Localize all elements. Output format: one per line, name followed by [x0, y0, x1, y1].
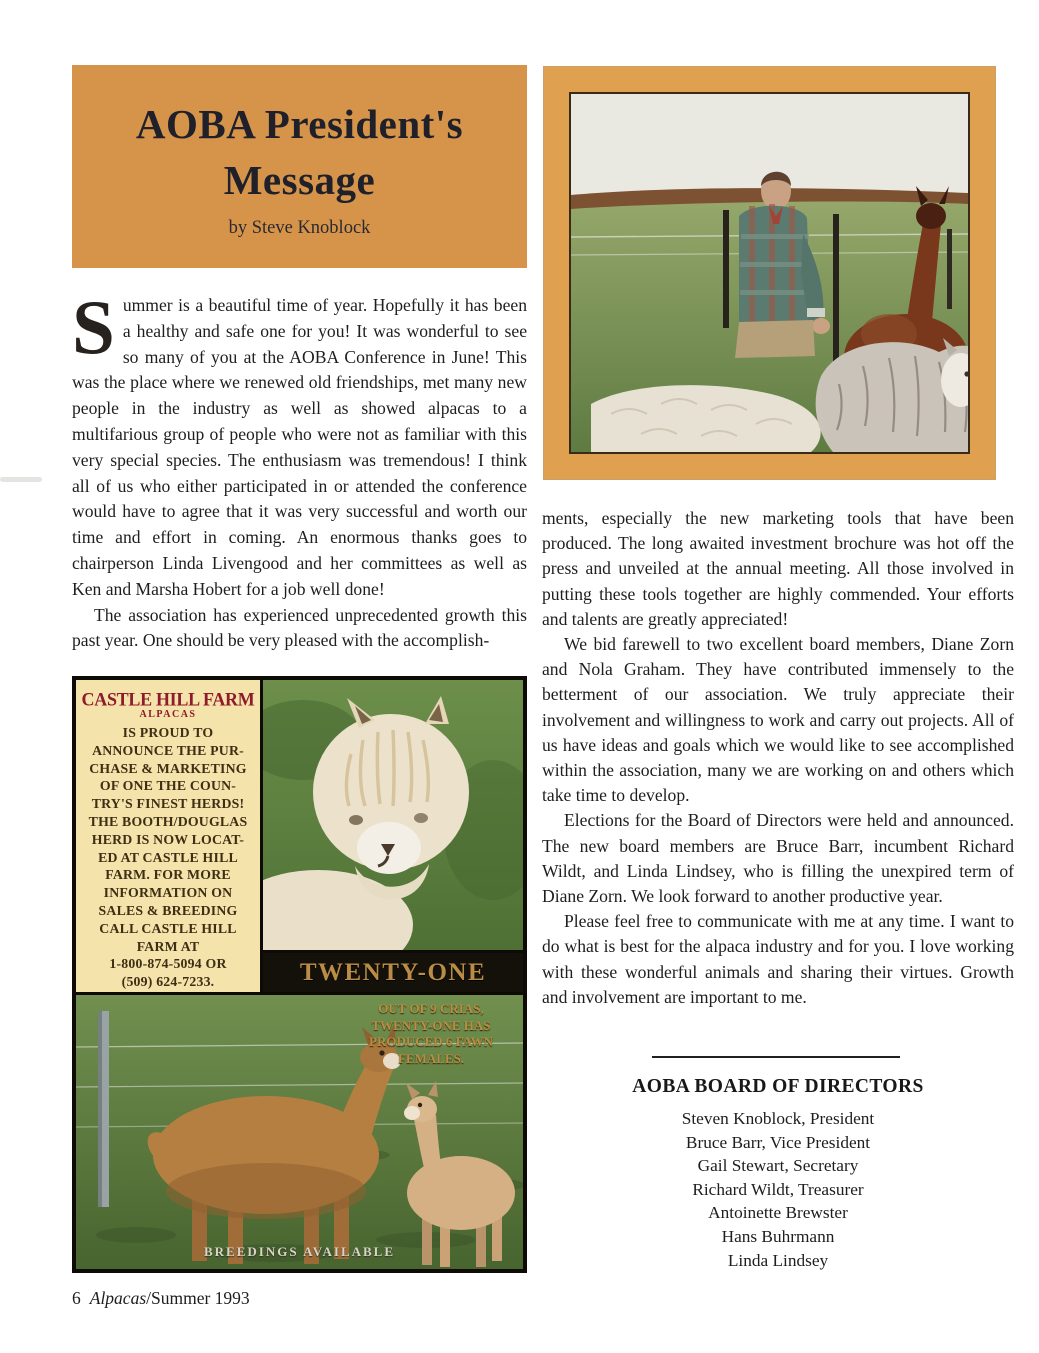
paragraph: Please feel free to communicate with me at any time. I want to do what is best for the alpaca industry and for you. I love working with these wonderful animals and sharing their virtues. Growth and involvement are important to me. [542, 911, 1014, 1007]
article-title-line2: Message [223, 157, 376, 203]
ad-text-line: ANNOUNCE THE PUR- [92, 742, 244, 758]
board-member: Antoinette Brewster [708, 1203, 848, 1223]
ad-overlay-text [347, 1001, 515, 1067]
board-member: Hans Buhrmann [721, 1226, 835, 1246]
paragraph: We bid farewell to two excellent board members, Diane Zorn and Nola Graham. They have contributed immensely to the betterment of our association. We truly appreciate their involvement and willingness to work and carry out projects. All of us have ideas and goals which we would like to see accomplished within the association, many we are working on and others which take time to develop. [542, 634, 1014, 806]
article-column-left [72, 284, 527, 654]
ad-text-line: FARM AT [136, 938, 200, 954]
ad-animal-name: TWENTY-ONE [299, 958, 487, 986]
ad-overlay-line: FEMALES. [397, 1050, 465, 1066]
ad-text-line: OF ONE THE COUN- [99, 778, 237, 794]
board-member: Richard Wildt, Treasurer [692, 1179, 864, 1199]
ad-text-line: (509) 624-7233. [121, 974, 215, 990]
paragraph [72, 284, 527, 603]
article-column-right [542, 506, 1014, 1010]
ad-text-line: INFORMATION ON [103, 885, 233, 901]
magazine-name: Alpacas [89, 1288, 147, 1308]
alpaca-pair-photo [76, 995, 523, 1269]
ad-farm-name: CASTLE HILL FARM [81, 688, 255, 710]
board-member: Linda Lindsey [727, 1250, 829, 1270]
paragraph: ments, especially the new marketing tools that have been produced. The long awaited investment brochure was hot off the press and unveiled at the annual meeting. All those involved in putting these tools together are highly commended. Your efforts and talents are greatly appreciated! [542, 508, 1014, 629]
white-alpaca-photo [263, 680, 523, 950]
board-member: Gail Stewart, Secretary [697, 1156, 859, 1176]
paragraph: Elections for the Board of Directors were held and announced. The new board members are Bruce Barr, incumbent Richard Wildt, and Linda Lindsey, who is filling the unexpired term of Diane Zorn. We look forward to another productive year. [542, 810, 1014, 907]
ad-overlay-line: OUT OF 9 CRIAS, [378, 1001, 484, 1016]
president-photo-illustration [571, 94, 968, 452]
ad-breedings-text: BREEDINGS AVAILABLE [203, 1244, 396, 1259]
article-byline: by Steve Knoblock [228, 218, 371, 238]
president-photo [569, 92, 970, 454]
scan-artifact [0, 477, 42, 482]
board-member: Bruce Barr, Vice President [685, 1132, 871, 1152]
ad-farm-subtitle: ALPACAS [139, 709, 197, 720]
ad-text-line: HERD IS NOW LOCAT- [91, 831, 245, 847]
article-title-line1: AOBA President's [135, 101, 464, 147]
ad-text-line: FARM. FOR MORE [105, 867, 231, 883]
page-number: 6 [72, 1288, 81, 1308]
paragraph: The association has experienced unprecedented growth this past year. One should be very pleased with the accomplish- [72, 604, 527, 651]
ad-overlay-line: TWENTY-ONE HAS [371, 1017, 491, 1033]
article-title-box [72, 65, 527, 268]
ad-text-panel [76, 680, 260, 992]
board-heading: AOBA BOARD OF DIRECTORS [632, 1076, 924, 1097]
board-member: Steven Knoblock, President [681, 1109, 875, 1128]
ad-overlay-line: PRODUCED 6 FAWN [369, 1034, 493, 1049]
ad-text-line: THE BOOTH/DOUGLAS [88, 813, 248, 829]
ad-text-line: TRY'S FINEST HERDS! [91, 796, 245, 812]
ad-text-line: CALL CASTLE HILL [99, 920, 237, 936]
section-divider [652, 1056, 900, 1058]
ad-text-line: ED AT CASTLE HILL [98, 849, 238, 865]
ad-text-line: IS PROUD TO [122, 725, 214, 740]
ad-text-line: CHASE & MARKETING [89, 760, 247, 776]
white-alpaca-illustration [263, 680, 523, 950]
drop-cap: S [72, 284, 115, 370]
board-of-directors [542, 1076, 1014, 1272]
paragraph-text: ummer is a beautiful time of year. Hopefully it has been a healthy and safe one for you! It was wonderful to see so many of you at the AOBA Conference in June! This was the place where we renewed old friendships, met many new people in the industry as well as showed alpacas to a multifarious group of people who were not as familiar with this very special species. The enthusiasm was tremendous! I think all of us who either participated in or attended the conference would have to agree that it was very successful and worth our time and effort in coming. An enormous thanks goes to chairperson Linda Livengood and her committees as well as Ken and Marsha Hobert for a job well done! [72, 295, 527, 599]
ad-text-line: 1-800-874-5094 OR [109, 956, 227, 972]
ad-text-line: SALES & BREEDING [98, 902, 238, 918]
page-footer [72, 1288, 250, 1309]
ad-name-band [263, 953, 523, 992]
president-photo-frame [543, 66, 996, 480]
castle-hill-farm-ad [72, 676, 527, 1273]
issue-label: /Summer 1993 [146, 1288, 250, 1308]
